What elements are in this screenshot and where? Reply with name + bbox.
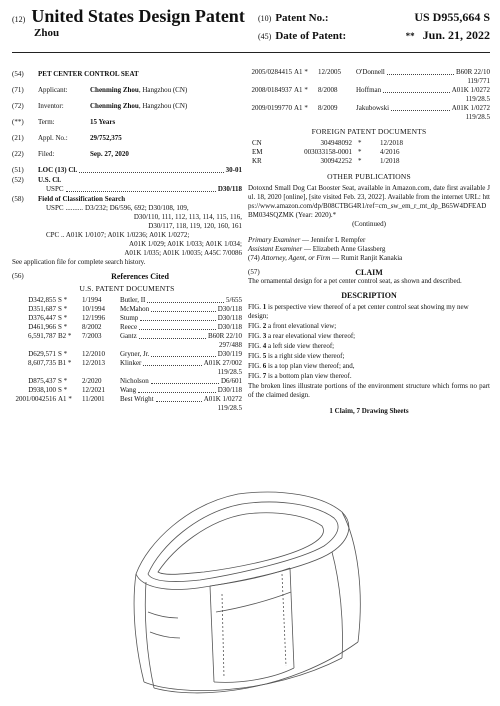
references-title: References Cited bbox=[111, 272, 169, 281]
ref-name-class: Gryner, Jr. D30/119 bbox=[120, 350, 242, 358]
right-column bbox=[248, 70, 490, 416]
loc-value: 30-01 bbox=[225, 166, 242, 174]
ref-continuation: 297/488 bbox=[219, 341, 242, 349]
ref-number: 2001/0042516 bbox=[15, 395, 56, 403]
foreign-country: CN bbox=[252, 139, 262, 147]
patent-number: US D955,664 S bbox=[414, 10, 490, 24]
inventor-field: (72) Inventor: Chenming Zhou, Hangzhou (CN) bbox=[12, 102, 188, 110]
appl-no-field: (21) Appl. No.: 29/752,375 bbox=[12, 134, 122, 142]
us-references-continued bbox=[248, 68, 490, 122]
ref-number: D461,966 bbox=[28, 323, 56, 331]
figure-number: 4 bbox=[262, 342, 267, 350]
claim-text: The ornamental design for a pet center control seat, as shown and described. bbox=[248, 277, 462, 285]
primary-examiner: Primary Examiner — Jennifer L Rempfer bbox=[248, 236, 366, 244]
ref-date: 11/2001 bbox=[82, 395, 105, 403]
header-right bbox=[258, 10, 490, 46]
header-left bbox=[12, 6, 252, 39]
ref-kind: S * bbox=[58, 314, 68, 322]
ref-kind: S * bbox=[58, 386, 68, 394]
ref-continuation: 119/28.5 bbox=[465, 113, 490, 121]
figure-number: 3 bbox=[262, 332, 267, 340]
patent-number-row: (10) Patent No.: US D955,664 S bbox=[258, 10, 490, 24]
ref-name-class: Wang D30/118 bbox=[120, 386, 242, 394]
ref-date: 8/2002 bbox=[82, 323, 102, 331]
us-patent-docs-title: U.S. PATENT DOCUMENTS bbox=[79, 284, 175, 293]
attorney: (74) Attorney, Agent, or Firm — Rumit Ranjit Kanakia bbox=[248, 254, 403, 262]
reference-row bbox=[12, 395, 242, 404]
figure-number: 2 bbox=[262, 322, 267, 330]
ref-date: 10/1994 bbox=[82, 305, 105, 313]
term-field: (**) Term: 15 Years bbox=[12, 118, 116, 126]
foreign-star: * bbox=[358, 139, 362, 147]
ref-date: 12/2021 bbox=[82, 386, 105, 394]
continued-note: (Continued) bbox=[352, 220, 386, 228]
other-publications-title: OTHER PUBLICATIONS bbox=[327, 172, 411, 181]
broken-lines-note: The broken lines illustrate portions of the environment structure which forms no part of the claimed design. bbox=[248, 382, 490, 399]
filed-value: Sep. 27, 2020 bbox=[90, 150, 129, 158]
foreign-docs-title: FOREIGN PATENT DOCUMENTS bbox=[311, 127, 427, 136]
code-12: (12) bbox=[12, 15, 26, 24]
ref-kind: B1 * bbox=[58, 359, 72, 367]
seat-perspective-drawing bbox=[118, 482, 368, 706]
ref-continuation: 119/771 bbox=[467, 77, 490, 85]
ref-name-class: Butler, II 5/655 bbox=[120, 296, 242, 304]
figure-description: FIG. 3 a rear elevational view thereof; bbox=[248, 332, 356, 340]
ref-kind: S * bbox=[58, 296, 68, 304]
title-field: (54) PET CENTER CONTROL SEAT bbox=[12, 70, 242, 79]
ref-kind: S * bbox=[58, 377, 68, 385]
date-of-patent: Jun. 21, 2022 bbox=[422, 28, 490, 42]
appl-no-value: 29/752,375 bbox=[90, 134, 122, 142]
ref-date: 8/2008 bbox=[318, 86, 338, 94]
ref-number: D938,100 bbox=[28, 386, 56, 394]
figure-description: FIG. 5 is a right side view thereof; bbox=[248, 352, 345, 360]
foreign-star: * bbox=[358, 157, 362, 165]
ref-name-class: Klinker A01K 27/002 bbox=[120, 359, 242, 367]
ref-number: 8,607,735 bbox=[28, 359, 56, 367]
foreign-date: 1/2018 bbox=[380, 157, 400, 165]
foreign-date: 4/2016 bbox=[380, 148, 400, 156]
reference-row bbox=[248, 104, 490, 113]
figure-number: 5 bbox=[262, 352, 267, 360]
reference-row bbox=[12, 305, 242, 314]
header-rule bbox=[12, 52, 490, 53]
figure-description: FIG. 2 a front elevational view; bbox=[248, 322, 337, 330]
ref-number: 2008/0184937 bbox=[251, 86, 292, 94]
foreign-date: 12/2018 bbox=[380, 139, 403, 147]
figure-description: FIG. 1 is perspective view thereof of a pet center control seat showing my new design; bbox=[248, 303, 469, 320]
us-cl-field: (52) U.S. Cl. USPC D30/118 bbox=[12, 176, 242, 193]
ref-date: 12/2013 bbox=[82, 359, 105, 367]
search-history-note: See application file for complete search history. bbox=[12, 258, 146, 266]
reference-row bbox=[12, 350, 242, 359]
claim-header: (57) CLAIM bbox=[248, 268, 490, 277]
claims-footer: 1 Claim, 7 Drawing Sheets bbox=[329, 407, 409, 415]
ref-kind: A1 * bbox=[294, 68, 308, 76]
foreign-ref-row bbox=[252, 139, 490, 148]
uspc-value: D30/118 bbox=[217, 185, 242, 193]
ref-date: 12/1996 bbox=[82, 314, 105, 322]
ref-kind: S * bbox=[58, 323, 68, 331]
foreign-country: EM bbox=[252, 148, 263, 156]
inventor-name: Chenming Zhou bbox=[90, 102, 139, 110]
foreign-ref-row bbox=[252, 148, 490, 157]
reference-row bbox=[12, 386, 242, 395]
foreign-ref-row bbox=[252, 157, 490, 166]
ref-kind: B2 * bbox=[58, 332, 72, 340]
reference-row bbox=[12, 296, 242, 305]
foreign-country: KR bbox=[252, 157, 262, 165]
ref-name-class: Reece D30/118 bbox=[120, 323, 242, 331]
ref-continuation: 119/28.5 bbox=[217, 404, 242, 412]
patent-number-label: Patent No.: bbox=[275, 12, 329, 24]
loc-field: (51) LOC (13) Cl. 30-01 bbox=[12, 166, 242, 174]
reference-row bbox=[12, 377, 242, 386]
ref-number: D875,437 bbox=[28, 377, 56, 385]
ref-date: 1/1994 bbox=[82, 296, 102, 304]
ref-number: D351,687 bbox=[28, 305, 56, 313]
ref-date: 2/2020 bbox=[82, 377, 102, 385]
ref-date: 12/2005 bbox=[318, 68, 341, 76]
ref-name-class: Gantz B60R 22/10 bbox=[120, 332, 242, 340]
ref-name-class: Jakubowski A01K 1/0272 bbox=[356, 104, 490, 112]
reference-row bbox=[12, 314, 242, 323]
figure-descriptions bbox=[248, 303, 490, 381]
foreign-star: * bbox=[358, 148, 362, 156]
term-extension-stars: ** bbox=[405, 31, 415, 41]
ref-name-class: McMahon D30/118 bbox=[120, 305, 242, 313]
ref-number: 6,591,787 bbox=[28, 332, 56, 340]
reference-row bbox=[248, 86, 490, 95]
ref-date: 12/2010 bbox=[82, 350, 105, 358]
reference-row bbox=[12, 359, 242, 368]
ref-number: 2005/0284415 bbox=[251, 68, 292, 76]
us-references-list bbox=[12, 296, 242, 413]
ref-date: 8/2009 bbox=[318, 104, 338, 112]
ref-name-class: Hoffman A01K 1/0272 bbox=[356, 86, 490, 94]
inventor-surname: Zhou bbox=[34, 27, 60, 39]
ref-name-class: Stump D30/118 bbox=[120, 314, 242, 322]
ref-kind: A1 * bbox=[58, 395, 72, 403]
ref-number: D376,447 bbox=[28, 314, 56, 322]
foreign-number: 304948092 bbox=[320, 139, 352, 147]
term-value: 15 Years bbox=[90, 118, 116, 126]
reference-row bbox=[12, 323, 242, 332]
ref-number: D629,571 bbox=[28, 350, 56, 358]
classification-search-field: (58) Field of Classification Search USPC .......... D3/232; D6/596, 692; D30/108, 109, D30/110, 111, 112, 113, 114, 115, 116, D30/117, 118, 119, 120, 160, 161 CPC .. A01K 1/0107; A01K 1/0236; A01K 1/0272; A01K 1/029; A01K 1/033; A01K 1/034; A01K 1/035; A01K 1/0035; A45C 7/0086 See application file for complete search history. bbox=[12, 195, 242, 266]
left-column bbox=[12, 70, 242, 413]
patent-type-title: United States Design Patent bbox=[31, 6, 245, 26]
other-publication-text: Dotoxnd Small Dog Cat Booster Seat, available in Amazon.com, date first available Jul. 18, 2020 [online], [site visited Feb. 23, 2022]. Available from the internet URL: https://www.amazon.com/dp/B08CTBG4R1/ref=cm_sw_em_r_mt_dp_B65W4DFEADBM034SQZMK (Year: 2020).* bbox=[248, 184, 490, 219]
claim-title: CLAIM bbox=[355, 268, 383, 277]
ref-kind: S * bbox=[58, 305, 68, 313]
description-title: DESCRIPTION bbox=[341, 291, 397, 300]
ref-name-class: Best Wright A01K 1/0272 bbox=[120, 395, 242, 403]
ref-number: D342,855 bbox=[28, 296, 56, 304]
figure-description: FIG. 7 is a bottom plan view thereof. bbox=[248, 372, 352, 380]
ref-name-class: O'Donnell B60R 22/10 bbox=[356, 68, 490, 76]
foreign-number: 300942252 bbox=[320, 157, 352, 165]
figure-number: 7 bbox=[262, 372, 267, 380]
date-of-patent-row: (45) Date of Patent: ** Jun. 21, 2022 bbox=[258, 28, 490, 42]
figure-number: 6 bbox=[262, 362, 267, 370]
ref-date: 7/2003 bbox=[82, 332, 102, 340]
ref-kind: S * bbox=[58, 350, 68, 358]
design-title: PET CENTER CONTROL SEAT bbox=[38, 70, 139, 78]
figure-description: FIG. 6 is a top plan view thereof; and, bbox=[248, 362, 355, 370]
ref-kind: A1 * bbox=[294, 86, 308, 94]
applicant-field: (71) Applicant: Chenming Zhou, Hangzhou (CN) bbox=[12, 86, 188, 94]
ref-continuation: 119/28.5 bbox=[217, 368, 242, 376]
filed-field: (22) Filed: Sep. 27, 2020 bbox=[12, 150, 129, 158]
ref-kind: A1 * bbox=[294, 104, 308, 112]
figure-description: FIG. 4 a left side view thereof; bbox=[248, 342, 335, 350]
foreign-references-list bbox=[248, 139, 490, 166]
ref-continuation: 119/28.5 bbox=[465, 95, 490, 103]
assistant-examiner: Assistant Examiner — Elizabeth Anne Glassberg bbox=[248, 245, 386, 253]
reference-row bbox=[248, 68, 490, 77]
applicant-name: Chenming Zhou bbox=[90, 86, 139, 94]
date-of-patent-label: Date of Patent: bbox=[275, 30, 347, 42]
references-header: (56) References Cited bbox=[12, 272, 242, 281]
ref-name-class: Nicholson D6/601 bbox=[120, 377, 242, 385]
figure-number: 1 bbox=[262, 303, 267, 311]
reference-row bbox=[12, 332, 242, 341]
ref-number: 2009/0199770 bbox=[251, 104, 292, 112]
foreign-number: 003033158-0001 bbox=[304, 148, 352, 156]
